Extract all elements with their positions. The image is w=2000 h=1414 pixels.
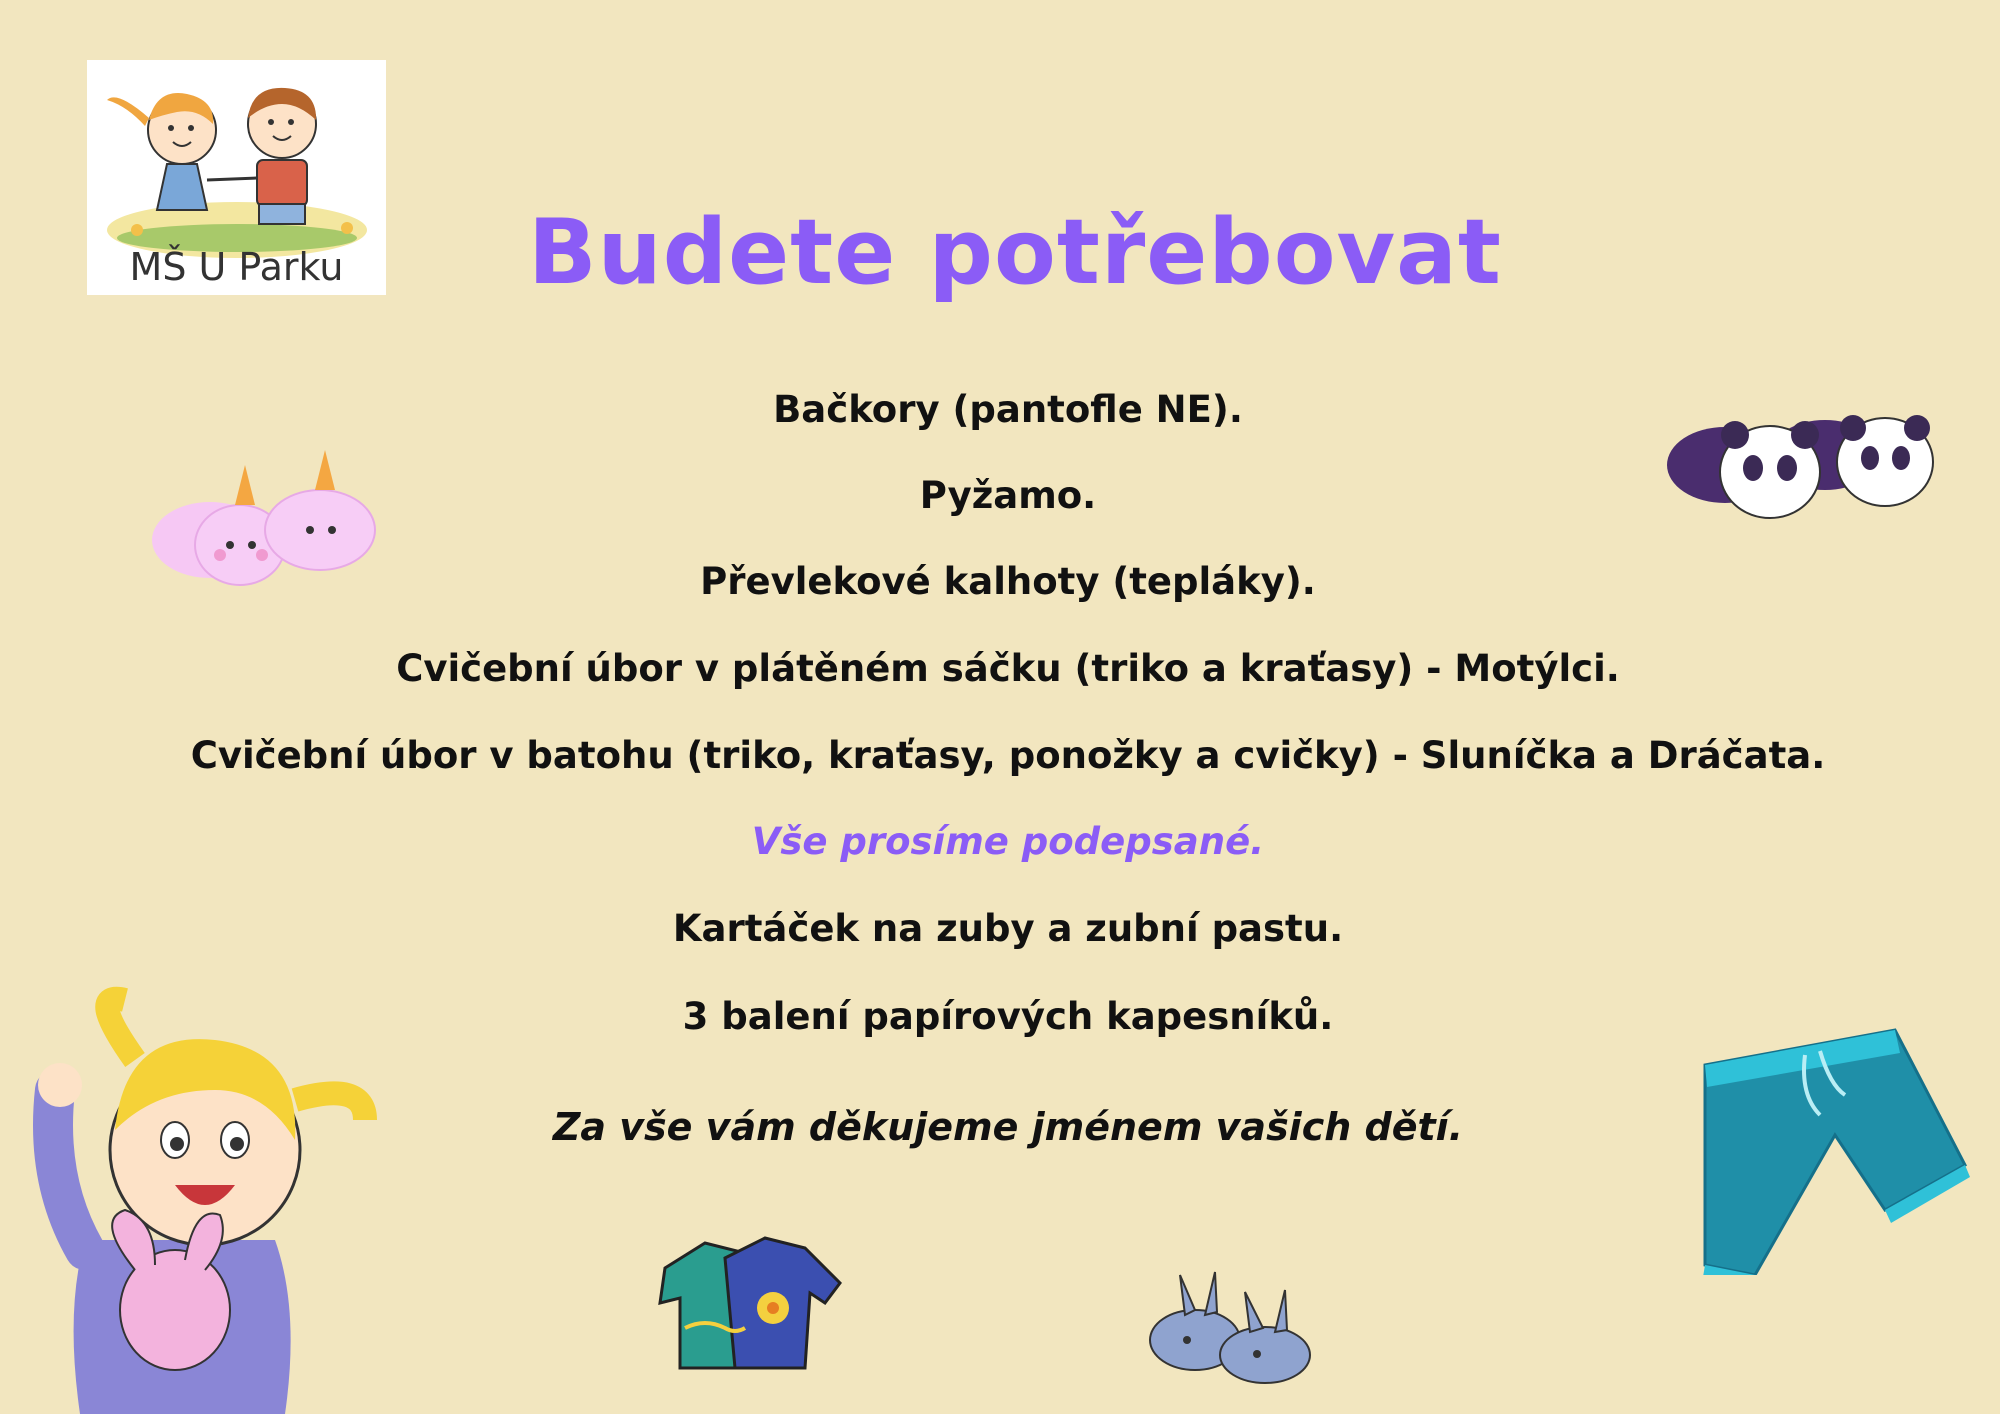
- list-item: Bačkory (pantofle NE).: [773, 388, 1243, 431]
- thanks-text: Za vše vám děkujeme jménem vašich dětí.: [552, 1105, 1464, 1149]
- panda-slippers-icon: [1665, 400, 1940, 525]
- list-item: Kartáček na zuby a zubní pastu.: [672, 907, 1344, 950]
- page-title: Budete potřebovat: [528, 200, 1502, 305]
- list-item: Převlekové kalhoty (tepláky).: [700, 560, 1316, 603]
- girl-with-bunny-illustration: [25, 980, 390, 1414]
- list-item: Cvičební úbor v plátěném sáčku (triko a kraťasy) - Motýlci.: [396, 647, 1620, 690]
- logo-text: MŠ U Parku: [129, 245, 344, 289]
- shorts-icon: [1695, 1025, 1970, 1275]
- list-item: Cvičební úbor v batohu (triko, kraťasy, ponožky a cvičky) - Sluníčka a Dráčata.: [190, 734, 1826, 777]
- bunny-slippers-icon: [1145, 1270, 1315, 1385]
- sign-note: Vše prosíme podepsané.: [751, 820, 1265, 863]
- unicorn-slippers-icon: [150, 445, 390, 595]
- list-item: Pyžamo.: [919, 474, 1097, 517]
- t-shirts-icon: [655, 1228, 845, 1378]
- list-item: 3 balení papírových kapesníků.: [682, 995, 1334, 1038]
